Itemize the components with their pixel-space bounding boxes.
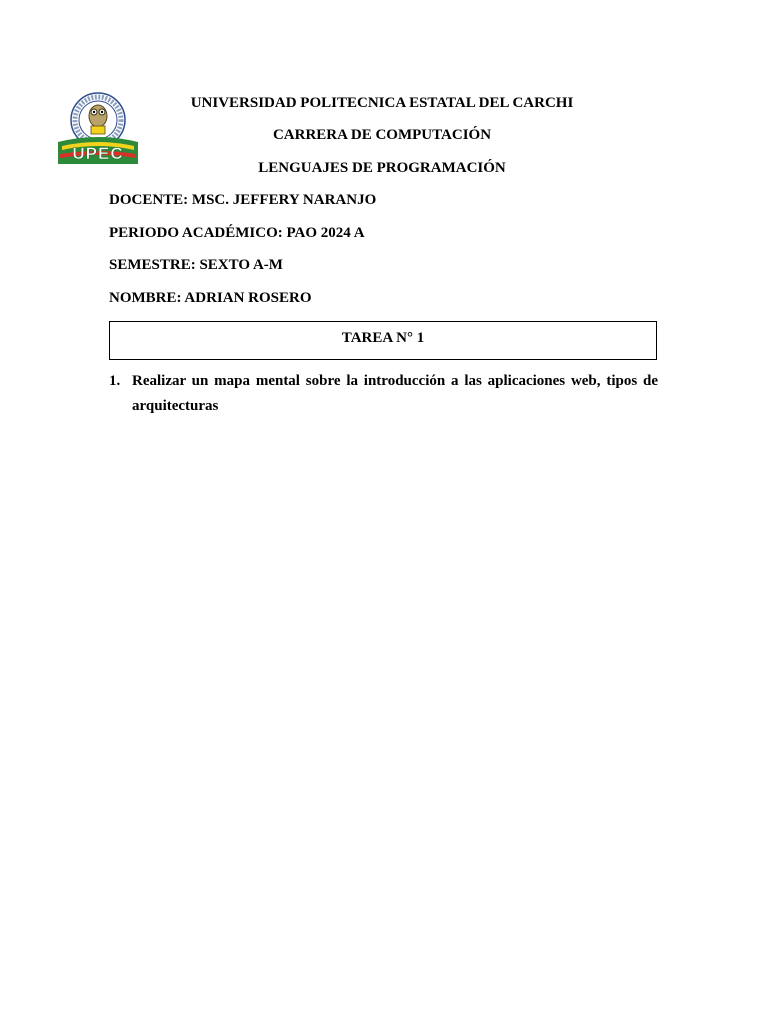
task-text-line-1: Realizar un mapa mental sobre la introducción a las aplicaciones web, tipos de — [132, 373, 658, 389]
task-text-line-2: arquitecturas — [132, 398, 219, 414]
career-name: CARRERA DE COMPUTACIÓN — [272, 127, 492, 143]
task-number: 1. — [109, 373, 121, 389]
task-title-box — [109, 321, 657, 360]
university-name: UNIVERSIDAD POLITECNICA ESTATAL DEL CARCHI — [190, 95, 574, 111]
task-title: TAREA N° 1 — [341, 330, 425, 346]
task-item — [109, 369, 658, 419]
semester-field: SEMESTRE: SEXTO A-M — [109, 257, 283, 273]
academic-period-field: PERIODO ACADÉMICO: PAO 2024 A — [109, 225, 365, 241]
task-text — [132, 369, 658, 419]
student-name-field: NOMBRE: ADRIAN ROSERO — [109, 290, 312, 306]
logo-acronym: UPEC — [72, 144, 124, 163]
subject-name: LENGUAJES DE PROGRAMACIÓN — [258, 160, 506, 176]
teacher-field: DOCENTE: MSC. JEFFERY NARANJO — [109, 192, 377, 208]
